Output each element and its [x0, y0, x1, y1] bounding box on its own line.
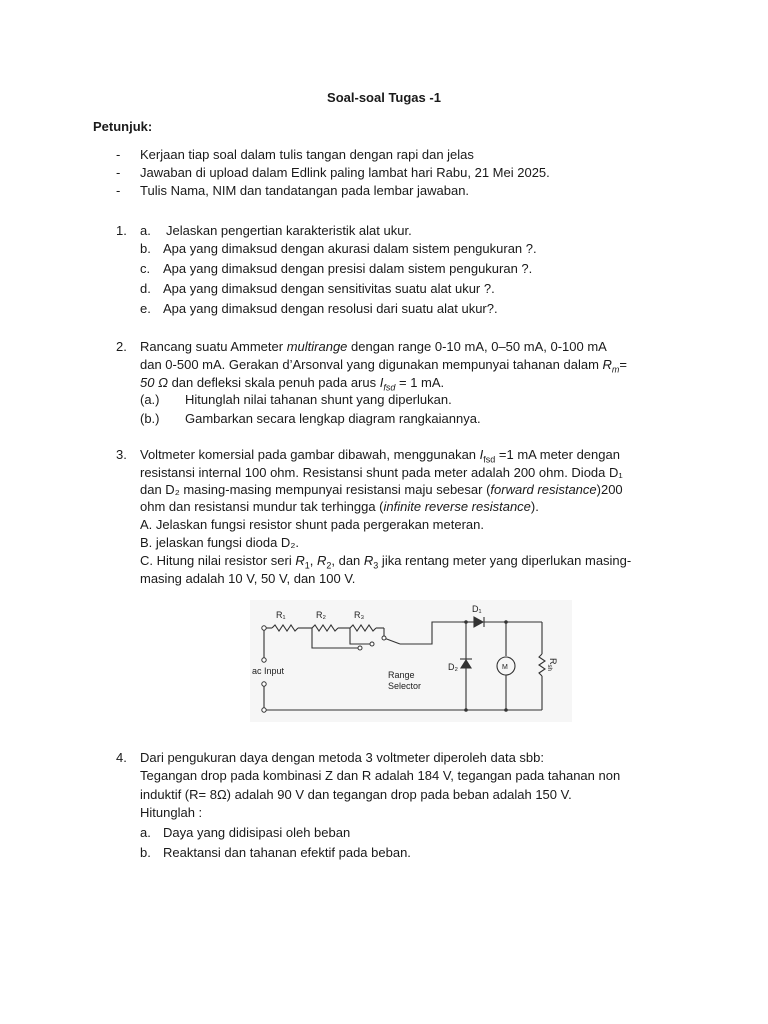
question-number: 2. — [116, 339, 127, 354]
label-r1: R₁ — [276, 610, 286, 620]
label-d1: D₁ — [472, 604, 482, 614]
label-range: Range — [388, 670, 415, 680]
part-label: c. — [140, 261, 151, 276]
part-label: (a.) — [140, 392, 160, 407]
label-r2: R₂ — [316, 610, 326, 620]
part-label: e. — [140, 301, 151, 316]
label-selector: Selector — [388, 681, 422, 691]
label-r3: R₃ — [354, 610, 365, 620]
page-title: Soal-soal Tugas -1 — [327, 90, 441, 105]
instruction-text: Jawaban di upload dalam Edlink paling lambat hari Rabu, 21 Mei 2025. — [140, 165, 550, 180]
question-number: 4. — [116, 750, 127, 765]
bullet: - — [116, 165, 121, 180]
question-number: 1. — [116, 223, 127, 238]
part-text: Apa yang dimaksud dengan presisi dalam sistem pengukuran ?. — [163, 261, 533, 276]
part-text: Apa yang dimaksud dengan sensitivitas suatu alat ukur ?. — [163, 281, 495, 296]
part-label: d. — [140, 281, 151, 296]
question-number: 3. — [116, 447, 127, 462]
bullet: - — [116, 183, 121, 198]
bullet: - — [116, 147, 121, 162]
part-text: Gambarkan secara lengkap diagram rangkaiannya. — [185, 411, 481, 426]
instructions-heading: Petunjuk: — [93, 119, 153, 134]
part-label: a. — [140, 223, 151, 238]
part-text: Apa yang dimaksud dengan resolusi dari suatu alat ukur?. — [163, 301, 498, 316]
part-text: Hitunglah nilai tahanan shunt yang diperlukan. — [185, 392, 452, 407]
instruction-text: Tulis Nama, NIM dan tandatangan pada lembar jawaban. — [140, 183, 470, 198]
part-label: b. — [140, 241, 151, 256]
voltmeter-circuit-diagram — [250, 600, 572, 722]
instruction-text: Kerjaan tiap soal dalam tulis tangan dengan rapi dan jelas — [140, 147, 474, 162]
part-label: a. — [140, 825, 151, 840]
part-label: b. — [140, 845, 151, 860]
part-text: Reaktansi dan tahanan efektif pada beban. — [163, 845, 411, 860]
part-text: Daya yang didisipasi oleh beban — [163, 825, 351, 840]
label-ac-input: ac Input — [252, 666, 285, 676]
part-text: Jelaskan pengertian karakteristik alat ukur. — [166, 223, 412, 238]
label-d2: D₂ — [448, 662, 458, 672]
part-label: (b.) — [140, 411, 160, 426]
label-meter: M — [502, 664, 508, 671]
label-rsh: $R_{sh}$ — [546, 658, 558, 671]
question-text: Rancang suatu Ammeter multirange dengan range 0-10 mA, 0–50 mA, 0-100 mA — [140, 339, 607, 354]
part-text: Apa yang dimaksud dengan akurasi dalam sistem pengukuran ?. — [163, 241, 537, 256]
